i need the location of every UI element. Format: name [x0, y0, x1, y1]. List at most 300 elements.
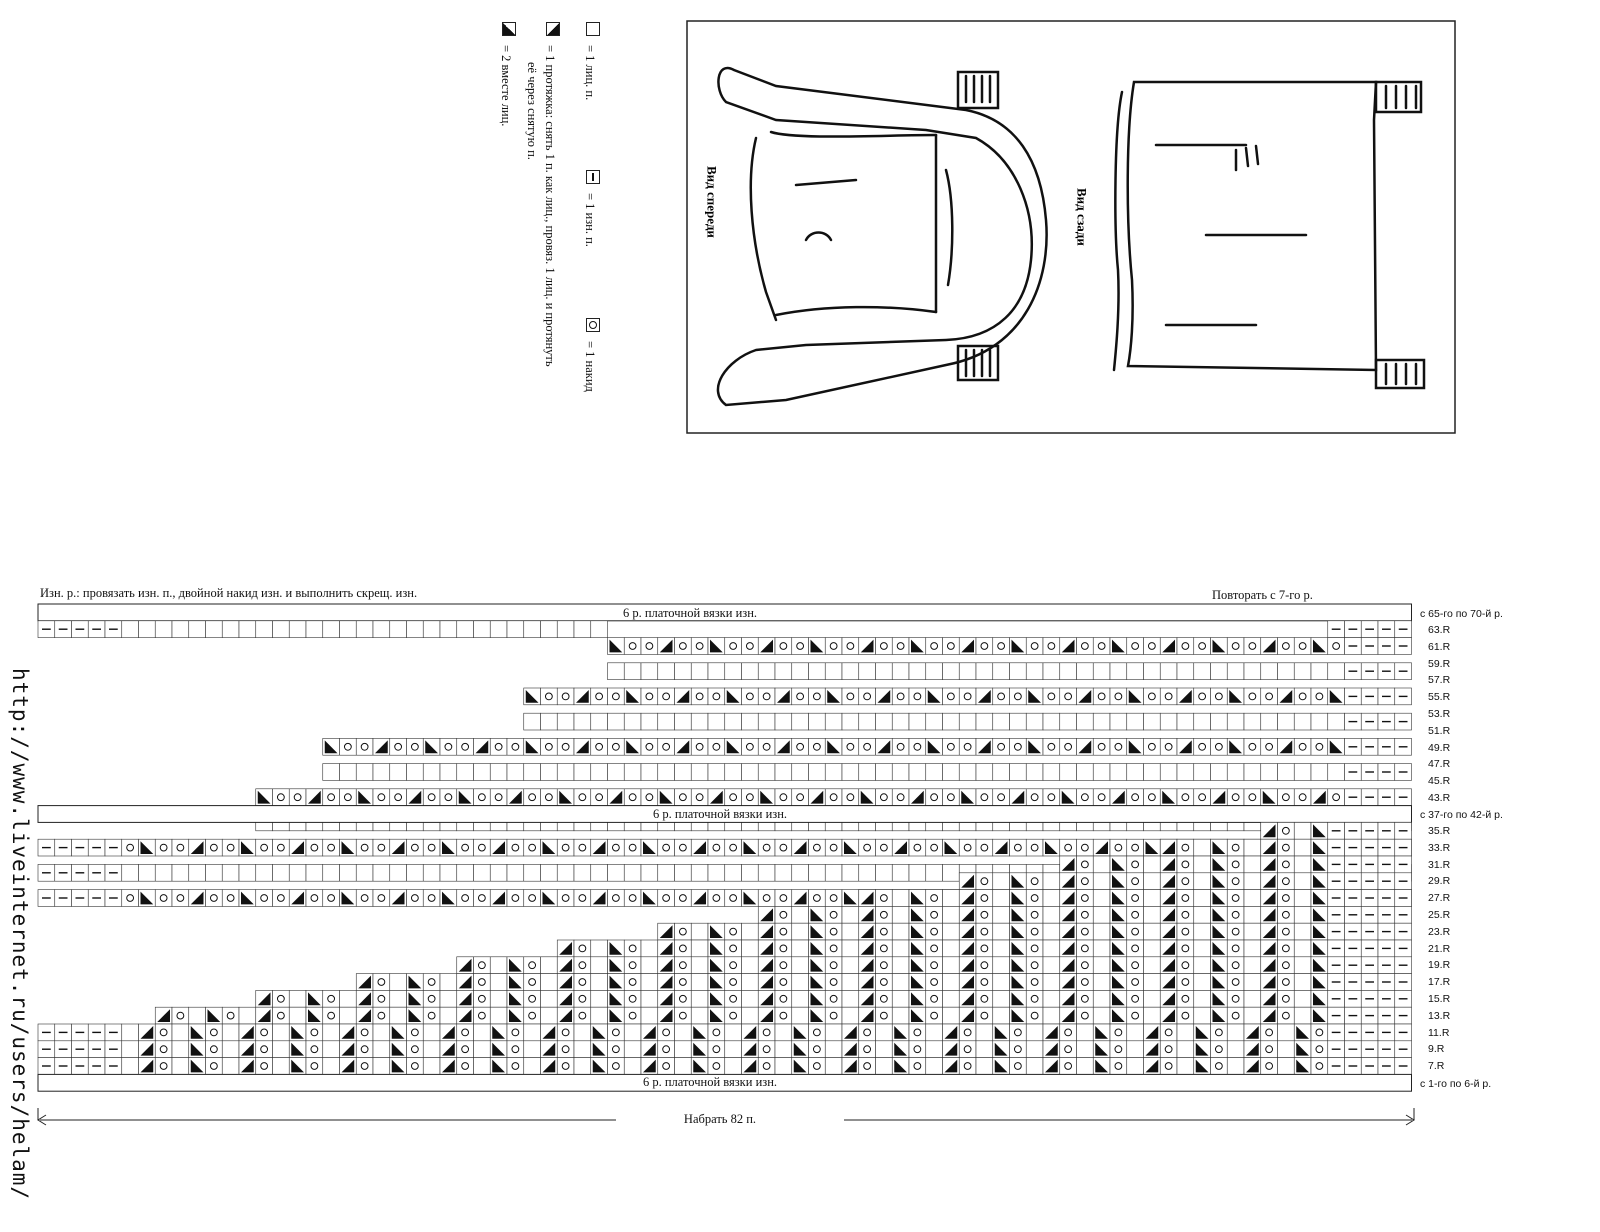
chart-cell [792, 957, 809, 974]
chart-cell [1227, 873, 1244, 890]
chart-cell [1227, 940, 1244, 957]
legend-item-knit [582, 22, 600, 100]
chart-cell [993, 890, 1010, 907]
chart-cell [139, 864, 156, 881]
chart-cell [1211, 738, 1228, 755]
row-number: 57.R [1428, 674, 1451, 687]
chart-cell [876, 789, 893, 806]
chart-cell [222, 1024, 239, 1041]
chart-cell [825, 638, 842, 655]
chart-cell [909, 864, 926, 881]
chart-cell [423, 621, 440, 638]
chart-cell [909, 688, 926, 705]
chart-cell [792, 663, 809, 680]
chart-cell [1311, 1041, 1328, 1058]
chart-cell [440, 621, 457, 638]
chart-cell [356, 621, 373, 638]
chart-cell [407, 1058, 424, 1075]
chart-cell [574, 940, 591, 957]
chart-cell [926, 1024, 943, 1041]
chart-cell [323, 789, 340, 806]
chart-cell [876, 764, 893, 781]
chart-cell [1110, 713, 1127, 730]
chart-cell [1194, 764, 1211, 781]
chart-cell [775, 890, 792, 907]
chart-cell [1127, 789, 1144, 806]
chart-cell [708, 688, 725, 705]
chart-cell [1294, 688, 1311, 705]
chart-cell [792, 713, 809, 730]
chart-cell [172, 839, 189, 856]
chart-cell [825, 789, 842, 806]
chart-cell [273, 621, 290, 638]
chart-cell [474, 890, 491, 907]
chart-cell [490, 764, 507, 781]
chart-cell [591, 738, 608, 755]
knit-stitch-icon [586, 22, 600, 36]
chart-cell [675, 974, 692, 991]
chart-cell [641, 713, 658, 730]
chart-cell [859, 688, 876, 705]
chart-cell [1026, 764, 1043, 781]
chart-cell [390, 990, 407, 1007]
chart-cell [1227, 764, 1244, 781]
chart-cell [1144, 923, 1161, 940]
chart-cell [474, 1024, 491, 1041]
chart-cell [742, 638, 759, 655]
chart-cell [273, 1007, 290, 1024]
chart-cell [1177, 663, 1194, 680]
chart-cell [608, 713, 625, 730]
row-number: 47.R [1428, 758, 1451, 771]
chart-cell [1278, 638, 1295, 655]
chart-cell [323, 864, 340, 881]
chart-cell [1194, 957, 1211, 974]
chart-cell [256, 1024, 273, 1041]
chart-cell [691, 738, 708, 755]
chart-cell [1194, 923, 1211, 940]
chart-cell [775, 839, 792, 856]
chart-cell [1093, 906, 1110, 923]
chart-cell [1227, 1024, 1244, 1041]
chart-cell [1227, 856, 1244, 873]
chart-cell [273, 1058, 290, 1075]
chart-cell [624, 940, 641, 957]
chart-cell [708, 890, 725, 907]
chart-cell [541, 713, 558, 730]
chart-cell [1077, 906, 1094, 923]
chart-cell [306, 864, 323, 881]
chart-cell [1227, 1007, 1244, 1024]
chart-cell [373, 764, 390, 781]
chart-cell [1278, 1007, 1295, 1024]
purl-stitch-icon [586, 170, 600, 184]
chart-cell [725, 1007, 742, 1024]
chart-cell [1244, 764, 1261, 781]
chart-cell [122, 1058, 139, 1075]
chart-cell [876, 940, 893, 957]
chart-cell [1160, 713, 1177, 730]
chart-cell [457, 1041, 474, 1058]
chart-cell [775, 990, 792, 1007]
chart-cell [1026, 1058, 1043, 1075]
chart-cell [306, 621, 323, 638]
chart-cell [943, 990, 960, 1007]
chart-cell [1244, 856, 1261, 873]
chart-cell [1177, 839, 1194, 856]
chart-cell [926, 663, 943, 680]
chart-cell [792, 688, 809, 705]
chart-cell [373, 1024, 390, 1041]
chart-cell [574, 789, 591, 806]
chart-cell [155, 1041, 172, 1058]
chart-cell [1311, 1024, 1328, 1041]
chart-cell [1261, 738, 1278, 755]
chart-cell [507, 1058, 524, 1075]
chart-cell [943, 906, 960, 923]
chart-cell [591, 713, 608, 730]
chart-cell [976, 764, 993, 781]
chart-cell [809, 738, 826, 755]
chart-cell [658, 663, 675, 680]
chart-cell [122, 1041, 139, 1058]
chart-cell [206, 1024, 223, 1041]
chart-cell [608, 1024, 625, 1041]
chart-cell [172, 1058, 189, 1075]
chart-cell [1244, 940, 1261, 957]
chart-cell [457, 738, 474, 755]
chart-cell [1110, 738, 1127, 755]
chart-cell [1010, 663, 1027, 680]
chart-cell [591, 688, 608, 705]
chart-cell [440, 764, 457, 781]
row-number: 53.R [1428, 708, 1451, 720]
chart-cell [976, 1024, 993, 1041]
chart-cell [775, 1041, 792, 1058]
chart-cell [139, 621, 156, 638]
chart-cell [1244, 738, 1261, 755]
chart-cell [1194, 663, 1211, 680]
chart-cell [959, 688, 976, 705]
chart-cell [691, 974, 708, 991]
chart-cell [423, 864, 440, 881]
row-number: 19.R [1428, 959, 1451, 972]
chart-cell [407, 839, 424, 856]
chart-cell [809, 890, 826, 907]
chart-cell [1227, 974, 1244, 991]
chart-cell [1043, 940, 1060, 957]
chart-cell [993, 990, 1010, 1007]
chart-cell [976, 923, 993, 940]
chart-cell [608, 890, 625, 907]
chart-cell [256, 864, 273, 881]
chart-cell [1311, 764, 1328, 781]
chart-cell [624, 1041, 641, 1058]
chart-cell [1311, 1058, 1328, 1075]
chart-cell [1144, 957, 1161, 974]
chart-cell [1144, 663, 1161, 680]
chart-cell [1060, 738, 1077, 755]
chart-cell [1294, 638, 1311, 655]
chart-cell [474, 974, 491, 991]
chart-cell [1093, 873, 1110, 890]
chart-cell [1244, 957, 1261, 974]
chart-cell [524, 1007, 541, 1024]
chart-cell [574, 713, 591, 730]
chart-cell [658, 864, 675, 881]
chart-cell [490, 990, 507, 1007]
chart-cell [641, 940, 658, 957]
chart-cell [407, 1041, 424, 1058]
chart-cell [775, 940, 792, 957]
chart-cell [708, 1041, 725, 1058]
chart-cell [926, 864, 943, 881]
chart-cell [1294, 789, 1311, 806]
chart-cell [1227, 663, 1244, 680]
chart-cell [1043, 873, 1060, 890]
chart-cell [876, 713, 893, 730]
chart-cell [1043, 738, 1060, 755]
chart-cell [943, 713, 960, 730]
chart-cell [1010, 713, 1027, 730]
chart-cell [1194, 1007, 1211, 1024]
chart-cell [1311, 713, 1328, 730]
chart-cell [758, 1041, 775, 1058]
chart-cell [658, 738, 675, 755]
chart-cell [541, 957, 558, 974]
front-view-label: Вид спереди [704, 166, 720, 238]
chart-cell [641, 638, 658, 655]
chart-cell [976, 839, 993, 856]
top-band-range: с 65-го по 70-й р. [1420, 608, 1503, 620]
chart-cell [608, 839, 625, 856]
chart-cell [1244, 663, 1261, 680]
legend-item-yarnover [582, 318, 600, 392]
chart-cell [524, 957, 541, 974]
chart-cell [1043, 638, 1060, 655]
chart-cell [1211, 1041, 1228, 1058]
chart-cell [1328, 663, 1345, 680]
chart-cell [1177, 957, 1194, 974]
chart-cell [1060, 1041, 1077, 1058]
chart-cell [842, 906, 859, 923]
chart-cell [675, 1024, 692, 1041]
chart-cell [1160, 1058, 1177, 1075]
chart-cell [775, 1024, 792, 1041]
chart-cell [1043, 906, 1060, 923]
chart-cell [809, 713, 826, 730]
chart-cell [758, 688, 775, 705]
chart-cell [892, 789, 909, 806]
chart-cell [959, 1041, 976, 1058]
chart-cell [1144, 764, 1161, 781]
chart-cell [1278, 822, 1295, 839]
chart-cell [591, 1007, 608, 1024]
chart-cell [1144, 688, 1161, 705]
chart-cell [892, 764, 909, 781]
chart-cell [825, 890, 842, 907]
chart-cell [1294, 890, 1311, 907]
chart-cell [976, 638, 993, 655]
chart-cell [206, 1058, 223, 1075]
chart-cell [742, 713, 759, 730]
chart-cell [457, 1058, 474, 1075]
chart-cell [222, 1058, 239, 1075]
chart-cell [725, 713, 742, 730]
chart-cell [591, 789, 608, 806]
chart-cell [725, 957, 742, 974]
chart-cell [842, 990, 859, 1007]
chart-cell [490, 621, 507, 638]
chart-cell [373, 864, 390, 881]
chart-cell [222, 890, 239, 907]
chart-cell [624, 864, 641, 881]
chart-cell [507, 621, 524, 638]
chart-cell [641, 974, 658, 991]
chart-cell [825, 923, 842, 940]
chart-cell [340, 990, 357, 1007]
chart-cell [507, 738, 524, 755]
chart-cell [490, 738, 507, 755]
chart-cell [524, 974, 541, 991]
chart-cell [1093, 738, 1110, 755]
chart-cell [423, 1007, 440, 1024]
chart-cell [289, 990, 306, 1007]
chart-cell [457, 1024, 474, 1041]
chart-cell [675, 940, 692, 957]
chart-cell [1194, 688, 1211, 705]
chart-cell [1060, 713, 1077, 730]
chart-cell [909, 839, 926, 856]
chart-cell [1077, 957, 1094, 974]
chart-cell [909, 663, 926, 680]
chart-cell [792, 990, 809, 1007]
legend-item-ssk-cont [524, 62, 539, 160]
chart-cell [122, 864, 139, 881]
chart-cell [1328, 764, 1345, 781]
chart-cell [457, 890, 474, 907]
chart-cell [474, 990, 491, 1007]
chart-cell [658, 839, 675, 856]
chart-cell [289, 1007, 306, 1024]
chart-cell [1077, 839, 1094, 856]
chart-cell [541, 789, 558, 806]
chart-cell [457, 621, 474, 638]
chart-cell [1093, 957, 1110, 974]
chart-cell [574, 1041, 591, 1058]
chart-cell [1278, 873, 1295, 890]
chart-cell [876, 1058, 893, 1075]
legend-text: = 2 вместе лиц. [499, 45, 513, 127]
chart-cell [976, 873, 993, 890]
chart-cell [775, 864, 792, 881]
chart-cell [1294, 822, 1311, 839]
row-number: 27.R [1428, 892, 1451, 905]
chart-cell [1060, 1024, 1077, 1041]
chart-cell [1127, 764, 1144, 781]
chart-cell [675, 923, 692, 940]
chart-cell [1010, 738, 1027, 755]
chart-cell [825, 906, 842, 923]
chart-cell [1060, 688, 1077, 705]
chart-cell [1211, 663, 1228, 680]
chart-cell [943, 974, 960, 991]
chart-cell [340, 864, 357, 881]
chart-cell [675, 990, 692, 1007]
chart-cell [1110, 839, 1127, 856]
chart-cell [1043, 789, 1060, 806]
chart-cell [608, 688, 625, 705]
chart-cell [1244, 688, 1261, 705]
chart-cell [1160, 688, 1177, 705]
chart-cell [1328, 638, 1345, 655]
chart-cell [892, 940, 909, 957]
chart-cell [390, 738, 407, 755]
chart-cell [1026, 990, 1043, 1007]
chart-cell [1211, 1024, 1228, 1041]
chart-cell [1093, 856, 1110, 873]
chart-cell [423, 1041, 440, 1058]
chart-cell [1278, 839, 1295, 856]
chart-cell [474, 957, 491, 974]
chart-cell [675, 638, 692, 655]
chart-cell [1127, 990, 1144, 1007]
chart-cell [892, 864, 909, 881]
chart-cell [373, 621, 390, 638]
chart-cell [155, 1024, 172, 1041]
chart-cell [541, 864, 558, 881]
chart-cell [943, 789, 960, 806]
chart-cell [1311, 663, 1328, 680]
chart-cell [423, 789, 440, 806]
chart-cell [1211, 1058, 1228, 1075]
chart-cell [993, 789, 1010, 806]
chart-cell [792, 974, 809, 991]
chart-cell [541, 688, 558, 705]
chart-cell [574, 990, 591, 1007]
chart-cell [624, 638, 641, 655]
chart-cell [1144, 940, 1161, 957]
chart-cell [1227, 957, 1244, 974]
row-number: 35.R [1428, 825, 1451, 837]
chart-cell [557, 688, 574, 705]
chart-cell [557, 1024, 574, 1041]
chart-cell [1077, 789, 1094, 806]
chart-cell [423, 839, 440, 856]
chart-cell [976, 1041, 993, 1058]
chart-cell [842, 764, 859, 781]
row-number: 23.R [1428, 925, 1451, 938]
chart-cell [926, 940, 943, 957]
top-band-label: 6 р. платочной вязки изн. [622, 606, 758, 620]
chart-cell [423, 990, 440, 1007]
chart-cell [926, 974, 943, 991]
chart-cell [373, 839, 390, 856]
chart-cell [825, 1058, 842, 1075]
chart-cell [172, 1007, 189, 1024]
chart-cell [876, 957, 893, 974]
chart-cell [725, 1024, 742, 1041]
chart-cell [1110, 1024, 1127, 1041]
chart-cell [1043, 713, 1060, 730]
chart-cell [1177, 940, 1194, 957]
chart-cell [641, 990, 658, 1007]
chart-cell [474, 1041, 491, 1058]
chart-cell [976, 957, 993, 974]
chart-cell [1177, 1058, 1194, 1075]
chart-cell [474, 621, 491, 638]
chart-cell [1026, 839, 1043, 856]
